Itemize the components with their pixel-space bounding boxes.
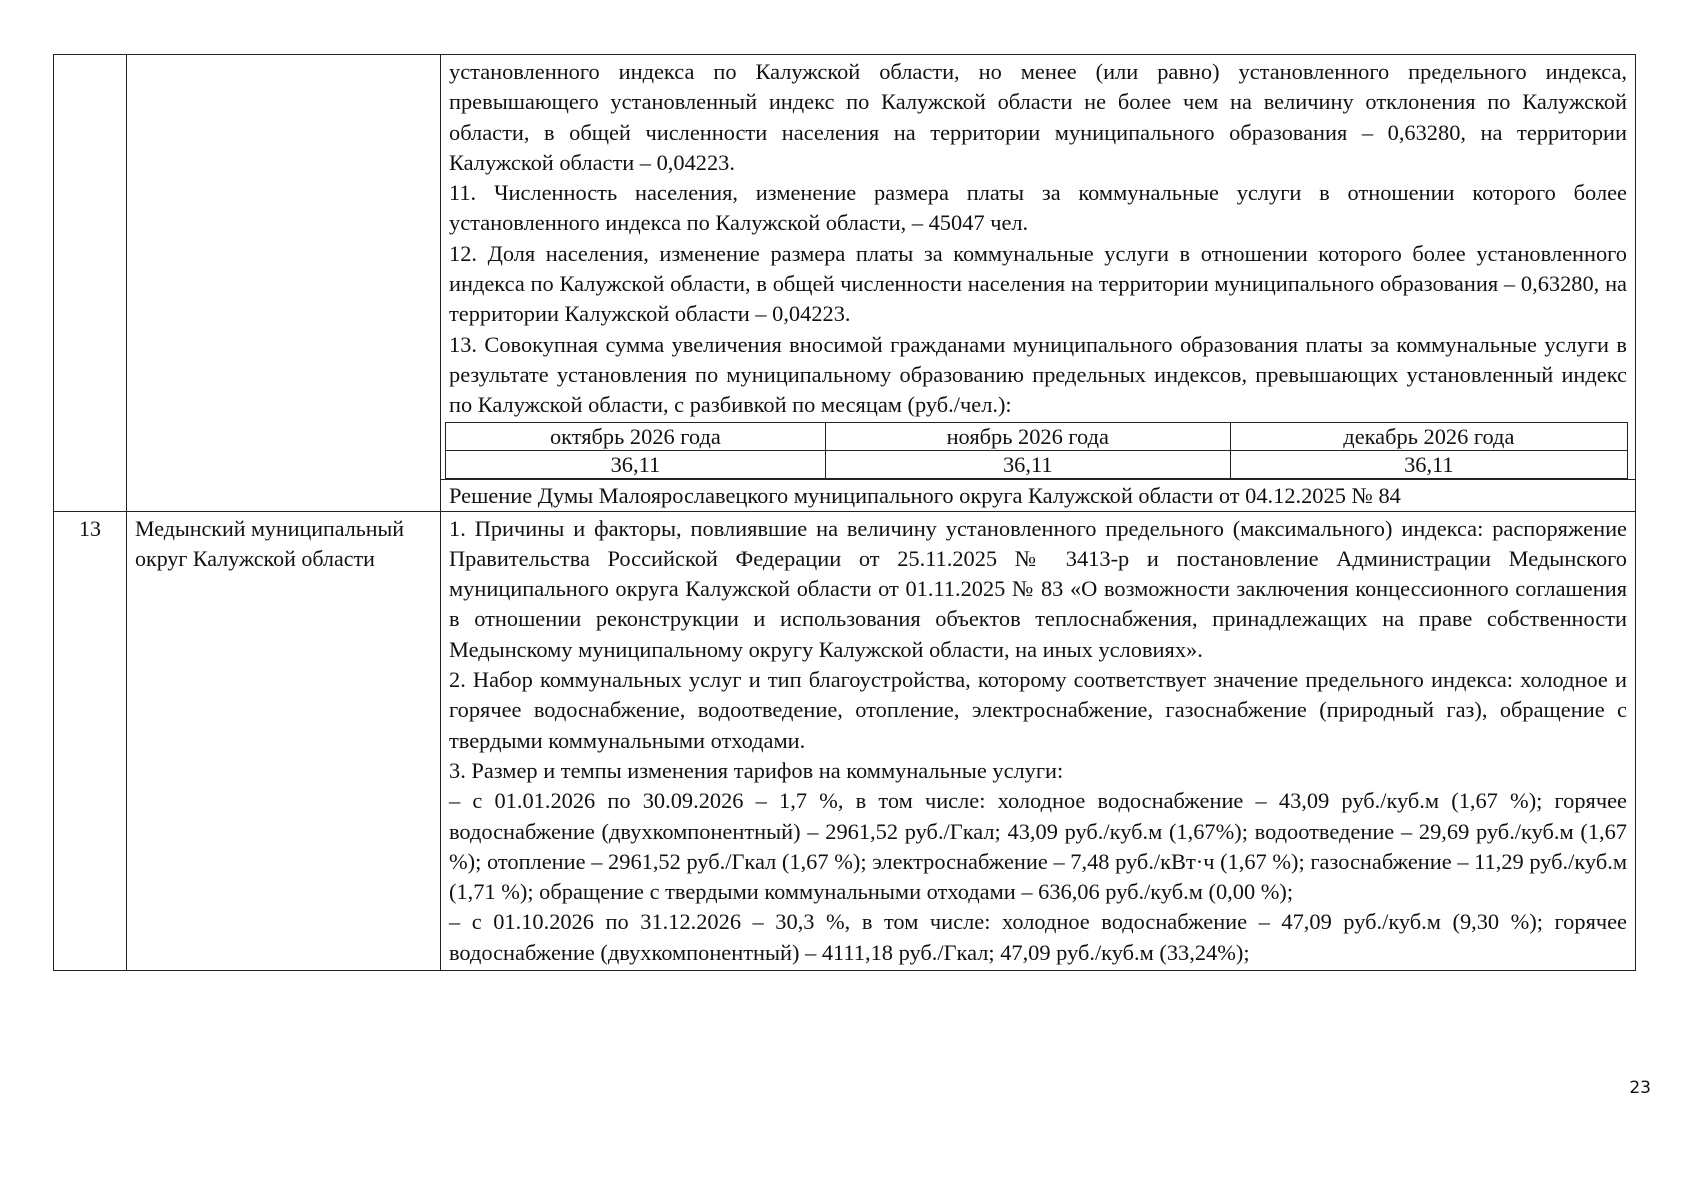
month-value: 36,11 bbox=[1230, 450, 1627, 478]
page-number: 23 bbox=[1629, 1078, 1651, 1098]
main-table bbox=[53, 54, 1636, 971]
table-row-12-continuation bbox=[54, 55, 1636, 512]
months-header-row bbox=[446, 422, 1628, 450]
paragraph: – с 01.01.2026 по 30.09.2026 – 1,7 %, в том числе: холодное водоснабжение – 43,09 руб./куб.м (1,67 %); горячее водоснабжение (двухкомпонентный) – 2961,52 руб./Гкал; 43,09 руб./куб.м (1,67%); водоотведение – 29,69 руб./куб.м (1,67 %); отопление – 2961,52 руб./Гкал (1,67 %); электроснабжение – 7,48 руб./кВт·ч (1,67 %); газоснабжение – 11,29 руб./куб.м (1,71 %); обращение с твердыми коммунальными отходами – 636,06 руб./куб.м (0,00 %); bbox=[449, 788, 1627, 905]
decision-reference: Решение Думы Малоярославецкого муниципального округа Калужской области от 04.12.2025 № 84 bbox=[441, 479, 1635, 511]
paragraph: – с 01.10.2026 по 31.12.2026 – 30,3 %, в том числе: холодное водоснабжение – 47,09 руб./куб.м (9,30 %); горячее водоснабжение (двухкомпонентный) – 4111,18 руб./Гкал; 47,09 руб./куб.м (33,24%); bbox=[449, 909, 1627, 965]
paragraph: 3. Размер и темпы изменения тарифов на коммунальные услуги: bbox=[449, 757, 1064, 783]
month-value: 36,11 bbox=[446, 450, 826, 478]
table-row-13 bbox=[54, 511, 1636, 970]
month-header: ноябрь 2026 года bbox=[825, 422, 1230, 450]
paragraph: 1. Причины и факторы, повлиявшие на величину установленного предельного (максимального) индекса: распоряжение Правительства Российской Федерации от 25.11.2025 № 3413-р и постановление Администрации Медынского муниципального округа Калужской области от 01.11.2025 № 83 «О возможности заключения концессионного соглашения в отношении реконструкции и использования объектов теплоснабжения, принадлежащих на праве собственности Медынскому муниципальному округу Калужской области, на иных условиях». bbox=[449, 515, 1627, 662]
paragraph: 12. Доля населения, изменение размера платы за коммунальные услуги в отношении которого более установленного индекса по Калужской области, в общей численности населения на территории муниципального образования – 0,63280, на территории Калужской области – 0,04223. bbox=[449, 240, 1627, 327]
row-number-cell bbox=[54, 55, 127, 512]
month-header: октябрь 2026 года bbox=[446, 422, 826, 450]
row-text-cell bbox=[441, 511, 1636, 970]
row-number-cell: 13 bbox=[54, 511, 127, 970]
paragraph: 2. Набор коммунальных услуг и тип благоустройства, которому соответствует значение предельного индекса: холодное и горячее водоснабжение, водоотведение, отопление, электроснабжение, газоснабжение (природный газ), обращение с твердыми коммунальными отходами. bbox=[449, 667, 1627, 753]
monthly-amounts-table bbox=[445, 422, 1628, 479]
municipality-name-cell: Медынский муниципальный округ Калужской области bbox=[127, 511, 441, 970]
months-value-row bbox=[446, 450, 1628, 478]
paragraph: 13. Совокупная сумма увеличения вносимой гражданами муниципального образования платы за коммунальные услуги в результате установления по муниципальному образованию предельных индексов, превышающих установленный индекс по Калужской области, с разбивкой по месяцам (руб./чел.): bbox=[449, 331, 1627, 418]
paragraph: установленного индекса по Калужской области, но менее (или равно) установленного предельного индекса, превышающего установленный индекс по Калужской области не более чем на величину отклонения по Калужской области, в общей численности населения на территории муниципального образования – 0,63280, на территории Калужской области – 0,04223. bbox=[449, 59, 1627, 175]
paragraph: 11. Численность населения, изменение размера платы за коммунальные услуги в отношении которого более установленного индекса по Калужской области, – 45047 чел. bbox=[449, 180, 1627, 236]
month-value: 36,11 bbox=[825, 450, 1230, 478]
row-text-cell bbox=[441, 55, 1636, 512]
row-name-cell bbox=[127, 55, 441, 512]
month-header: декабрь 2026 года bbox=[1230, 422, 1627, 450]
